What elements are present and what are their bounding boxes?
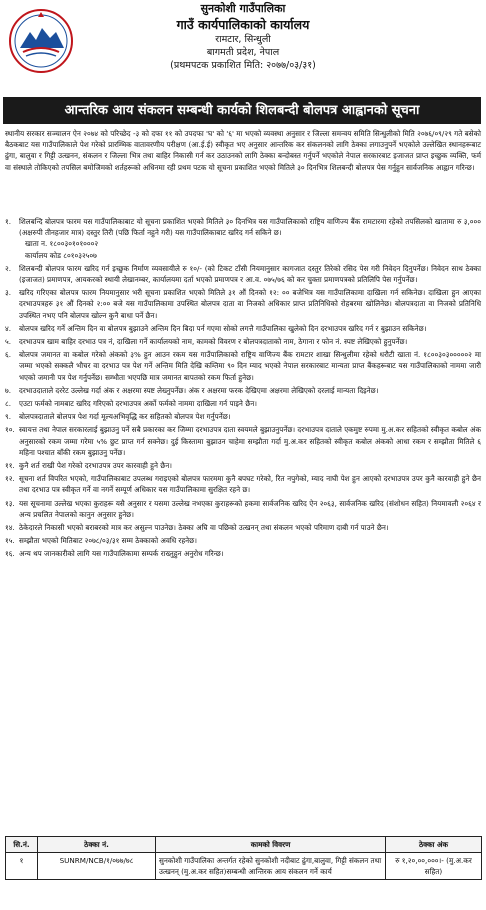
list-item (5, 548, 481, 559)
office-header (0, 2, 486, 72)
item-text (19, 263, 481, 285)
item-body: यस सूचनामा उल्लेख भएका कुराहरू यसै अनुसार र यसमा उल्लेख नभएका कुराहरूको हकमा सार्वजनिक खरिद ऐन २०६३, सार्वजनिक खरिद (संशोधन सहित) नियमावली २०६४ र अन्य प्रचलित नेपालको कानुन अनुसार हुनेछ। (19, 498, 481, 519)
list-item (5, 424, 481, 458)
item-body: एउटा फर्मको नामबाट खरिद गरिएको दरभाउपत्र अर्को फर्मको नाममा दाखिला गर्न पाइने छैन। (19, 399, 257, 409)
item-body: शिलबन्दि बोलपत्र फारम यस गाउँपालिकाबाट यो सूचना प्रकाशित भएको मितिले ३० दिनभित्र यस गाउँपालिकाको राष्ट्रिय वाणिज्य बैंक रामटारमा रहेको तपसिलको खातामा रु ३,००० (अक्षरुपी तीनहजार मात्र) दस्तुर तिरी (पछि फिर्ता नहुने गरी) यस गाउँपालिकाबाट खरिद गर्न सकिने छ। (19, 217, 481, 238)
item-body: कुनै शर्त राखी पेश गरेको दरभाउपत्र उपर कारवाही हुने छैन। (19, 461, 172, 471)
item-text (19, 349, 481, 383)
col-contract-no: ठेक्का नं. (38, 837, 156, 853)
item-text (19, 473, 481, 495)
item-body: दरभाउपत्र खाम बाहिर दरभाउ पत्र नं, दाखिला गर्ने कार्यालयको नाम, कामको विवरण र बोलपत्रदाताको नाम, ठेगाना र फोन नं. स्पष्ट लेखिएको हुनुपर्नेछ। (19, 337, 408, 347)
item-text (19, 287, 481, 321)
item-number: १३. (5, 498, 15, 508)
item-number: ५. (5, 337, 12, 347)
province-name: बागमती प्रदेश, नेपाल (206, 47, 280, 58)
list-item (5, 349, 481, 383)
item-text (19, 398, 481, 409)
item-number: १६. (5, 549, 15, 559)
item-number: १२. (5, 474, 15, 484)
item-body: बोलपत्र खरिद गर्ने अन्तिम दिन वा बोलपत्र बुझाउने अन्तिम दिन बिदा पर्न गएमा सोको लगत्तै गाउँपालिका खुलेको दिन दरभाउपत्र खरिद गर्न र बुझाउन सकिनेछ। (19, 323, 427, 333)
cell-serial: १ (6, 853, 38, 880)
list-item (5, 287, 481, 321)
item-number: ११. (5, 461, 15, 471)
item-body: ठेकेदारले निकासी भएको बराबरको मात्र कर असुल्न पाउनेछ। ठेक्का अघि वा पछिको उत्खनन् तथा संकलन भएको परिमाण दाबी गर्न पाउने छैन। (19, 523, 389, 533)
list-item (5, 535, 481, 546)
item-number: ९. (5, 412, 12, 422)
notice-title-banner: आन्तरिक आय संकलन सम्बन्धी कार्यको शिलबन्दी बोलपत्र आह्वानको सूचना (3, 97, 481, 124)
item-number: ३. (5, 288, 12, 298)
list-item (5, 398, 481, 409)
item-text (19, 522, 481, 533)
item-number: २. (5, 263, 12, 273)
item-body: दरभाउदाताले दररेट उल्लेख गर्दा अंक र अक्षरमा स्पष्ट लेख्नुपर्नेछ। अंक र अक्षरमा फरक देखिएमा अक्षरमा लेखिएको दरलाई मान्यता दिइनेछ। (19, 385, 379, 395)
item-text (19, 548, 481, 559)
item-text (19, 216, 481, 261)
col-serial: सि.नं. (6, 837, 38, 853)
item-body: शिलबन्दी बोलपत्र फारम खरिद गर्न इच्छुक निर्माण व्यवसायीले रु १०/- (को टिकट टाँसी नियमानुसार कागजात दस्तुर तिरेको रसिद पेस गरी निवेदन दिनुपर्नेछ। निवेदन साथ ठेक्का (इजाजत) प्रमाणपत्र, आयकरको स्थायी लेखानम्बर, कार्यालयमा दर्ता भएको प्रमाणपत्र र आ.व. ०७५/७६ को कर चुक्ता प्रमाणपत्रको प्रतिलिपि पेस गर्नुपर्नेछ। (19, 263, 481, 285)
col-description: कामको विवरण (156, 837, 386, 853)
item-body: अन्य थप जानकारीको लागि यस गाउँपालिकामा सम्पर्क राख्नुहुन अनुरोध गरिन्छ। (19, 549, 224, 559)
item-body: बोलपत्रदाताले बोलपत्र पेश गर्दा मूल्यअभिवृद्धि कर सहितको बोलपत्र पेश गर्नुपर्नेछ। (19, 412, 231, 422)
list-item (5, 522, 481, 533)
item-number: १५. (5, 536, 15, 546)
table-row (6, 853, 482, 880)
item-text (19, 498, 481, 520)
cell-description: सुनकोशी गाउँपालिका अन्तर्गत रहेको सुनकोशी नदीबाट ढुंगा,बालुवा, गिट्टी संकलन तथा उत्खनन् (मु.अ.कर सहित)सम्बन्धी आन्तिरक आय संकलन गर्ने कार्य (156, 853, 386, 880)
item-number: १. (5, 217, 12, 226)
list-item (5, 385, 481, 396)
item-body: सम्झौता भएको मितिबाट २०७८/०३/३१ सम्म ठेक्काको अवधि रहनेछ। (19, 536, 197, 546)
item-number: ७. (5, 385, 12, 395)
cell-contract-no: SUNRM/NCB/१/०७७/७८ (38, 853, 156, 880)
list-item (5, 263, 481, 285)
publish-date: (प्रथमपटक प्रकाशित मिति: २०७७/०३/३१) (170, 60, 316, 71)
municipality-name: सुनकोशी गाउँपालिका (200, 2, 286, 15)
item-number: ८. (5, 399, 12, 409)
item-body: बोलपत्र जमानत वा कबोल गरेको अंकको ३% हुन आउन रकम यस गाउँपालिकाको राष्ट्रिय वाणिज्य बैंक रामटार शाखा सिन्धुलीमा रहेको धरौटी खाता नं. १८००३०३०००००२ मा जम्मा भएको सक्कलै भौचर वा दरभाउ पत्र पेश गर्ने अन्तिम मिति देखि कम्तिमा ९० दिन म्याद भएको नेपाल सरकारबाट मान्यता प्राप्त बैंकहरूबाट यस गाउँपालिकाको नाममा जारी भएको जमानी पत्र पेश गर्नुपर्नेछ। सम्भौता भएपछि मात्र जमानत बापतको रकम फिर्ता हुनेछ। (19, 350, 481, 382)
col-amount: ठेक्का अंक (386, 837, 482, 853)
list-item (5, 336, 481, 347)
list-item (5, 323, 481, 334)
item-number: ६. (5, 350, 12, 360)
item-text (19, 460, 481, 471)
intro-paragraph: स्थानीय सरकार सञ्चालन ऐन २०७४ को परिच्छेद -३ को दफा ११ को उपदफा 'घ' को '६' मा भएको व्यवस्था अनुसार र जिल्ला समन्वय समिति सिन्धुलीको मिति २०७६/०९/२९ गते बसेको बैठकबाट यस गाउँपालिकाले पेश गरेको प्रारम्भिक वातावरणीय परीक्षण (आ.ई.ई) स्वीकृत भए अनुसार आन्तरिक कर संकलनको लागि ठेक्का लगाउनुपर्ने भएकोले उल्लेखित स्थानहरूबाट ढुंगा, बालुवा र गिट्टी उत्खनन, संकलन र जिल्ला भित्र तथा बाहिर निकासी गर्न कर उठाउनको लागि ठेक्का बन्दोबस्त गर्नुपर्ने भएकोले नेपाल सरकारबाट इजाजत प्राप्त इच्छुक व्यक्ति, फर्म वा संस्थाले तोकिएको तपसिल बमोजिमको शर्तहरूको अधिनमा रही प्रथम पटक यो सूचना प्रकाशित भएको मितिले ३० दिनभित्र शिलबन्दी बोलपत्र पेस गर्नुहुन सार्वजनिक आह्वान गरिन्छ। (5, 129, 481, 172)
table-header-row (6, 837, 482, 853)
item-sub-line: खाता न. १८००३०१०१०००२ (25, 239, 99, 249)
item-number: १०. (5, 425, 15, 435)
list-item (5, 460, 481, 471)
item-text (19, 323, 481, 334)
item-text (19, 336, 481, 347)
item-text (19, 385, 481, 396)
item-text (19, 535, 481, 546)
list-item (5, 498, 481, 520)
item-sub-line: कार्यालय कोड ८०१०३२५०७ (25, 250, 97, 260)
conditions-list (5, 216, 481, 562)
item-body: स्वायत्त तथा नेपाल सरकारलाई बुझाउनु पर्ने सबै प्रकारका कर जिम्मा दरभाउपत्र दाता स्वयमले बुझाउनुपर्नेछ। दरभाउपत्र दाताले एकमुष्ट रुपमा मु.अ.कर सहितको स्वीकृत कबोल अंक अनुसारको रकम जम्मा गरेमा ५% छुट प्राप्त गर्न सक्नेछ। दुई किस्तामा बुझाउन चाहेमा सम्झौता गर्दा मु.अ.कर सहितको स्वीकृत कबोल अंकको आधा रकम र सम्झौता मितिले ६ महिना पश्चात बाँकी रकम बुझाउनु पर्नेछ। (19, 425, 481, 457)
item-number: ४. (5, 323, 12, 333)
item-text (19, 411, 481, 422)
item-body: सूचना शर्त विपरित भएको, गाउँपालिकाबाट उपलब्ध गराइएको बोलपत्र फारममा कुनै बपघट गरेको, रित नपुगेको, म्याद नाघी पेश हुन आएको दरभाउपत्र उपर कुनै कारवाही हुने छैन तथा दरभाउ पत्र स्वीकृत गर्ने वा नगर्ने सम्पूर्ण अधिकार यस गाउँपालिकामा सुरक्षित रहने छ। (19, 474, 481, 495)
list-item (5, 216, 481, 261)
office-name: गाउँ कार्यपालिकाको कार्यालय (176, 17, 310, 32)
list-item (5, 411, 481, 422)
contract-table (5, 836, 482, 880)
office-address: रामटार, सिन्धुली (215, 34, 271, 45)
item-text (19, 424, 481, 458)
item-number: १४. (5, 523, 15, 533)
item-body: खरिद गरिएका बोलपत्र फारम नियमानुसार भरी सूचना प्रकाशित भएको मितिले ३१ औं दिनको १२: ०० बजेभित्र यस गाउँपालिकामा दाखिला गर्न सकिनेछ। दाखिला हुन आएका दरभाउपत्रहरु ३१ औं दिनको २:०० बजे यस गाउँपालिकामा उपस्थित बोलपत्र दाता वा निजको अधिकार प्राप्त प्रतिनिधिको रोहबरमा खोलिनेछ। बोलपत्रदाता वा निजको प्रतिनिधि उपस्थित नभए पनि बोलपत्र खोल्न कुनै बाधा पर्ने छैन। (19, 288, 481, 320)
list-item (5, 473, 481, 495)
cell-amount: रु १,२०,००,०००।- (मु.अ.कर सहित) (386, 853, 482, 880)
